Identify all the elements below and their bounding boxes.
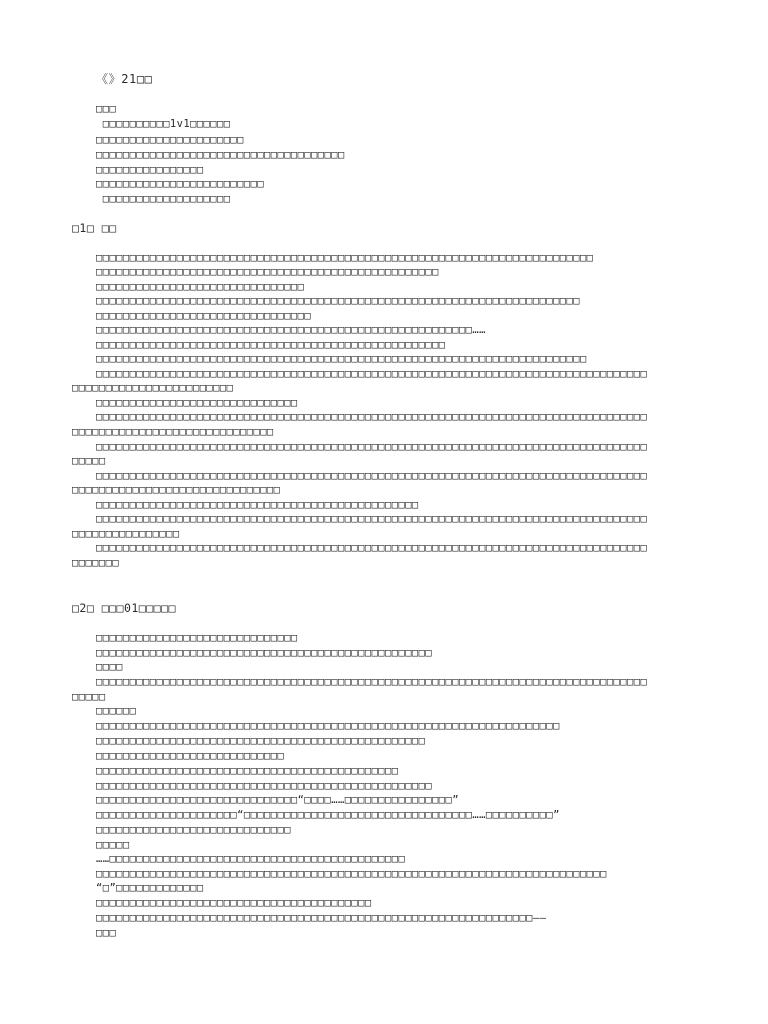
- chapter-1-line: □□□□□□□□□□□□□□□□□□□□□□□□□□□□□□□□□□□□□□□□□□□□□□□□□□□□□□□□□□□□□□□□□□□□□□□□□□□□□□□□□□: [96, 542, 648, 554]
- chapter-1-line: □□□□□□□□□□□□□□□□□□□□□□□□□□□□□□□□□□□□□□□□□□□□□□□□□□□□□□□□□□□□□□□□□□□□□□□□□□□□□□□□□□: [96, 513, 648, 525]
- chapter-1-line: □□□□□□□□□□□□□□□□□□□□□□□□: [72, 382, 234, 394]
- document-title: 《》21□□: [96, 72, 153, 86]
- chapter-2-line: □□□□□□□□□□□□□□□□□□□□□□□□□□□□□□: [96, 632, 298, 644]
- chapter-2-line: □□□□□□□□□□□□□□□□□□□□□□□□□□□□□□□□□□□□□□□□□□□□□□□□□□: [96, 647, 433, 659]
- chapter-1-line: □□□□□: [72, 455, 106, 467]
- chapter-1-line: □□□□□□□□□□□□□□□□□□□□□□□□□□□□□□□□□□□□□□□□□□□□□□□□□□□: [96, 266, 439, 278]
- chapter-1-line: □□□□□□□□□□□□□□□□□□□□□□□□□□□□□□□: [96, 281, 305, 293]
- chapter-2-line: □□□□□□□□□□□□□□□□□□□□□□□□□□□□□□□□□□□□□□□□□□□□□□□□□: [96, 735, 426, 747]
- chapter-2-line: □□□□□□□□□□□□□□□□□□□□□□□□□□□□□□□□□□□□□□□□□□□□□□□□□□□□□□□□□□□□□□□□□——: [96, 912, 547, 924]
- chapter-2-line: □□□□□□□□□□□□□□□□□□□□□“□□□□□□□□□□□□□□□□□□□□□□□□□□□□□□□□□□……□□□□□□□□□□”: [96, 809, 560, 821]
- chapter-1-line: □□□□□□□□□□□□□□□□□□□□□□□□□□□□□□□□□□□□□□□□□□□□□□□□□□□□□□□□□□□□□□□□□□□□□□□□□□□□□□□□□□: [96, 470, 648, 482]
- chapter-2-line: □□□□□□□□□□□□□□□□□□□□□□□□□□□□□□□□□□□□□□□□□: [96, 897, 372, 909]
- intro-line: □□□□□□□□□□□□□□□□□□□□□□: [96, 134, 244, 146]
- chapter-1-line: □□□□□□□□□□□□□□□□□□□□□□□□□□□□□□□□□□□□□□□□□□□□□□□□□□□□: [96, 339, 446, 351]
- chapter-1-line: □□□□□□□□□□□□□□□□□□□□□□□□□□□□□□□□□□□□□□□□□□□□□□□□□□□□□□□□……: [96, 324, 486, 336]
- chapter-2-line: □□□□□□□□□□□□□□□□□□□□□□□□□□□□□□□□□□□□□□□□□□□□□□□□□□□□□□□□□□□□□□□□□□□□□: [96, 720, 560, 732]
- chapter-1-line: □□□□□□□: [72, 557, 120, 569]
- chapter-2-line: □□□□□: [96, 839, 130, 851]
- chapter-2-line: □□□□□□: [96, 705, 137, 717]
- chapter-1-line: □□□□□□□□□□□□□□□□□□□□□□□□□□□□□□□□□□□□□□□□□□□□□□□□□□□□□□□□□□□□□□□□□□□□□□□□□□□□□□□□□□: [96, 411, 648, 423]
- intro-line: □□□□□□□□□□□□□□□□: [96, 164, 204, 176]
- intro-line: □□□: [96, 103, 117, 115]
- chapter-1-line: □□□□□□□□□□□□□□□□□□□□□□□□□□□□□□: [96, 397, 298, 409]
- intro-line: □□□□□□□□□□□□□□□□□□□: [96, 193, 231, 205]
- chapter-1-line: □□□□□□□□□□□□□□□□□□□□□□□□□□□□□□□□□□□□□□□□□□□□□□□□□□□□□□□□□□□□□□□□□□□□□□□□□□□□□□□□□□: [96, 368, 648, 380]
- chapter-2-line: “□”□□□□□□□□□□□□□: [96, 882, 204, 894]
- chapter-1-line: □□□□□□□□□□□□□□□□□□□□□□□□□□□□□□□□: [96, 310, 312, 322]
- chapter-2-line: □□□□□□□□□□□□□□□□□□□□□□□□□□□□□: [96, 824, 291, 836]
- chapter-1-line: □□□□□□□□□□□□□□□□□□□□□□□□□□□□□□□□□□□□□□□□□□□□□□□□□□□□□□□□□□□□□□□□□□□□□□□□□□: [96, 252, 594, 264]
- chapter-2-line: □□□□□□□□□□□□□□□□□□□□□□□□□□□□□□□□□□□□□□□□□□□□□□□□□□□□□□□□□□□□□□□□□□□□□□□□□□□□□□□□□□: [96, 676, 648, 688]
- chapter-1-line: □□□□□□□□□□□□□□□□□□□□□□□□□□□□□□□□□□□□□□□□□□□□□□□□□□□□□□□□□□□□□□□□□□□□□□□□: [96, 295, 580, 307]
- chapter-1-line: □□□□□□□□□□□□□□□□□□□□□□□□□□□□□□□: [72, 484, 281, 496]
- chapter-2-line: □□□□: [96, 661, 123, 673]
- chapter-2-line: ……□□□□□□□□□□□□□□□□□□□□□□□□□□□□□□□□□□□□□□□□□□□□: [96, 853, 406, 865]
- chapter-1-line: □□□□□□□□□□□□□□□□□□□□□□□□□□□□□□□□□□□□□□□□□□□□□□□□: [96, 499, 419, 511]
- chapter-2-line: □□□□□□□□□□□□□□□□□□□□□□□□□□□□: [96, 750, 285, 762]
- chapter-2-line: □□□□□□□□□□□□□□□□□□□□□□□□□□□□□□□□□□□□□□□□□□□□□□□□□□: [96, 780, 433, 792]
- chapter-1-line: □□□□□□□□□□□□□□□□□□□□□□□□□□□□□□□□□□□□□□□□□□□□□□□□□□□□□□□□□□□□□□□□□□□□□□□□□: [96, 353, 587, 365]
- intro-line: □□□□□□□□□□□□□□□□□□□□□□□□□: [96, 178, 265, 190]
- chapter-2-line: □□□□□□□□□□□□□□□□□□□□□□□□□□□□□□□□□□□□□□□□□□□□□□□□□□□□□□□□□□□□□□□□□□□□□□□□□□□□: [96, 868, 607, 880]
- chapter-2-line: □□□□□: [72, 691, 106, 703]
- chapter-1-line: □□□□□□□□□□□□□□□□□□□□□□□□□□□□□□□□□□□□□□□□□□□□□□□□□□□□□□□□□□□□□□□□□□□□□□□□□□□□□□□□□□: [96, 441, 648, 453]
- chapter-2-line: □□□□□□□□□□□□□□□□□□□□□□□□□□□□□□□□□□□□□□□□□□□□□: [96, 765, 399, 777]
- chapter-2-line: □□□□□□□□□□□□□□□□□□□□□□□□□□□□□□“□□□□……□□□□□□□□□□□□□□□□”: [96, 794, 459, 806]
- intro-line: □□□□□□□□□□1v1□□□□□□: [96, 118, 231, 130]
- chapter-1-line: □□□□□□□□□□□□□□□□: [72, 528, 180, 540]
- intro-line: □□□□□□□□□□□□□□□□□□□□□□□□□□□□□□□□□□□□□: [96, 149, 345, 161]
- chapter-1-line: □□□□□□□□□□□□□□□□□□□□□□□□□□□□□□: [72, 426, 274, 438]
- chapter-1-heading: □1□ □□: [72, 221, 117, 235]
- chapter-2-heading: □2□ □□□01□□□□□: [72, 601, 176, 615]
- chapter-2-line: □□□: [96, 927, 117, 939]
